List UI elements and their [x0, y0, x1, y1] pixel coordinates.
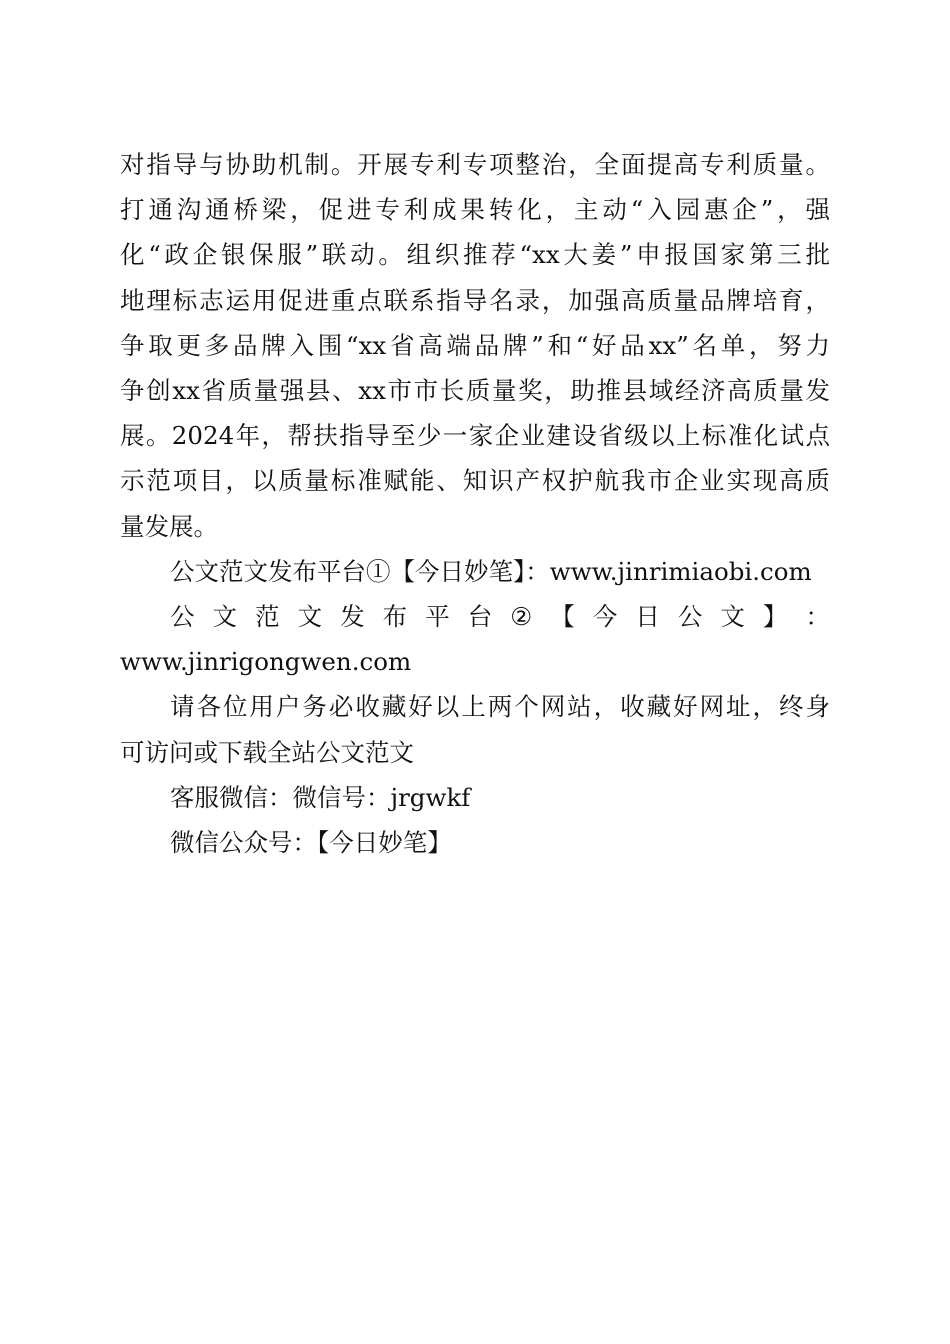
text-line: 对指导与协助机制。开展专利专项整治，全面提高专利质量。: [120, 150, 830, 179]
notice-paragraph: [120, 684, 830, 774]
text-line: 展。2024年，帮扶指导至少一家企业建设省级以上标准化试点: [120, 421, 830, 451]
platform-two-char: 公: [677, 602, 703, 632]
platform-two-char: 平: [425, 602, 450, 632]
text-line: 打通沟通桥梁，促进专利成果转化，主动“入园惠企”，强: [120, 195, 830, 225]
text-line: 争创xx省质量强县、xx市市长质量奖，助推县域经济高质量发: [120, 376, 830, 406]
wechat-account-line: 微信公众号：【今日妙笔】: [170, 828, 452, 858]
platform-two-char: 文: [720, 602, 745, 632]
text-line: 示范项目，以质量标准赋能、知识产权护航我市企业实现高质: [120, 466, 830, 496]
platform-two-char: 】: [762, 602, 788, 632]
platform-two-char: ：: [805, 602, 830, 632]
platform-two-char: 布: [382, 602, 408, 632]
platform-two-char: 发: [340, 602, 365, 632]
platform-two-char: 公: [170, 602, 195, 632]
platform-one-line: 公文范文发布平台①【今日妙笔】：www.jinrimiaobi.com: [170, 556, 812, 586]
customer-service-line: 客服微信：微信号：jrgwkf: [170, 782, 471, 812]
platform-two-char: 日: [635, 602, 660, 632]
text-line: 化“政企银保服”联动。组织推荐“xx大姜”申报国家第三批: [120, 240, 830, 270]
text-line: 可访问或下载全站公文范文: [120, 737, 414, 767]
platform-two-char: 文: [212, 602, 238, 632]
platform-two-url: www.jinrigongwen.com: [120, 647, 412, 677]
platform-two-char: 台: [467, 602, 493, 632]
body-paragraph: [120, 142, 830, 549]
text-line: 争取更多品牌入围“xx省高端品牌”和“好品xx”名单，努力: [120, 330, 830, 360]
platform-two-char: 文: [297, 602, 323, 632]
text-line: 请各位用户务必收藏好以上两个网站，收藏好网址，终身: [170, 692, 830, 722]
platform-two-char: 今: [592, 602, 618, 632]
platform-two-char: 范: [255, 602, 280, 632]
platform-two-label: [120, 594, 830, 639]
platform-two-block: [120, 594, 830, 684]
text-line: 量发展。: [120, 511, 218, 541]
document-page: [120, 142, 830, 865]
platform-two-char: 【: [550, 602, 575, 632]
platform-two-char: ②: [510, 602, 533, 632]
text-line: 地理标志运用促进重点联系指导名录，加强高质量品牌培育，: [120, 285, 830, 315]
